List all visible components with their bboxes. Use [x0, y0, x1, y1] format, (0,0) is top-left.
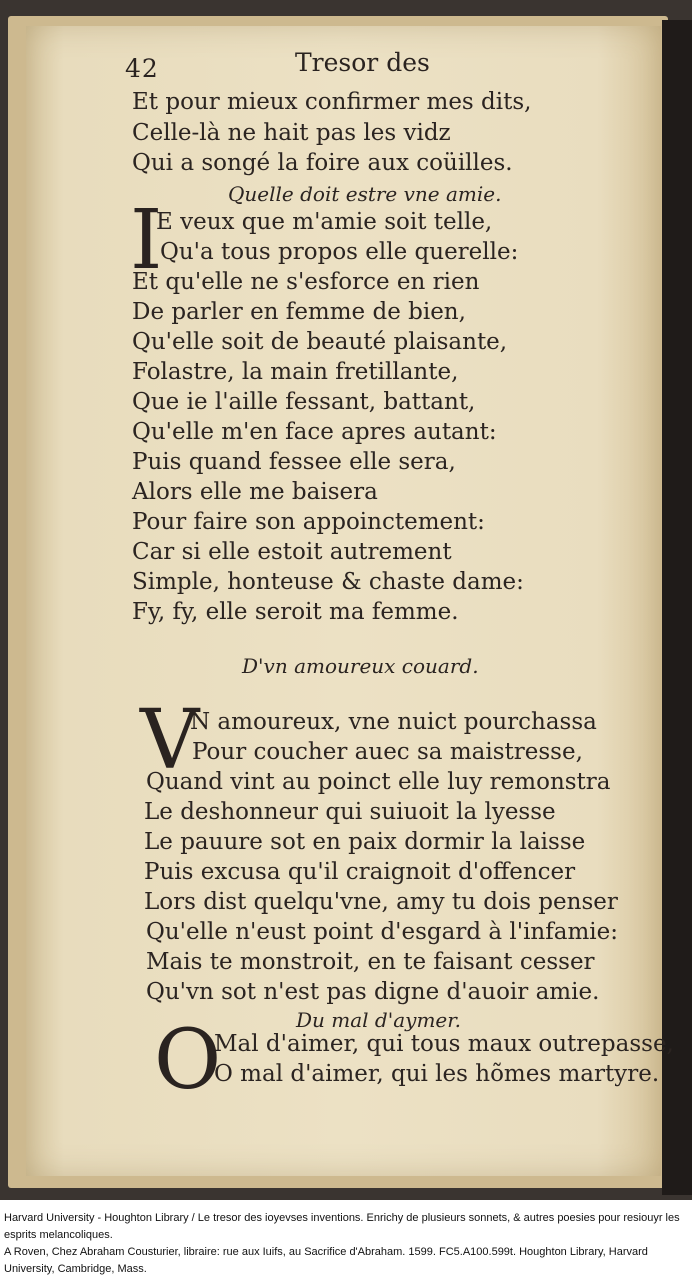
poem-line: Folastre, la main fretillante, [132, 359, 459, 385]
poem-line: De parler en femme de bien, [132, 299, 466, 325]
page-header [95, 44, 475, 83]
drop-cap: O [154, 1013, 222, 1108]
poem-title: D'vn amoureux couard. [242, 654, 479, 678]
poem-title: Du mal d'aymer. [296, 1008, 461, 1032]
poem-line: Puis quand fessee elle sera, [132, 449, 456, 475]
poem-line: Qu'vn sot n'est pas digne d'auoir amie. [146, 979, 600, 1005]
poem-line: Le pauure sot en paix dormir la laisse [144, 829, 586, 855]
poem-line: Mal d'aimer, qui tous maux outrepasse, [214, 1031, 674, 1057]
caption-line-1: Harvard University - Houghton Library / Le tresor des ioyevses inventions. Enrichy de plusieurs sonnets, & autres poesies pour resiouyr les esprits melancoliques. [4, 1212, 680, 1241]
text-line: Et pour mieux confirmer mes dits, [132, 89, 532, 115]
poem-line: Lors dist quelqu'vne, amy tu dois penser [144, 889, 618, 915]
drop-cap: V [140, 693, 200, 788]
poem-line: Le deshonneur qui suiuoit la lyesse [144, 799, 556, 825]
poem-line: Qu'elle n'eust point d'esgard à l'infamie: [146, 919, 618, 945]
drop-cap: I [130, 193, 163, 288]
poem-line: N amoureux, vne nuict pourchassa [190, 709, 597, 735]
poem-line: Puis excusa qu'il craignoit d'offencer [144, 859, 576, 885]
poem-line: Car si elle estoit autrement [132, 539, 452, 565]
poem-line: Que ie l'aille fessant, battant, [132, 389, 476, 415]
poem-line: E veux que m'amie soit telle, [156, 209, 493, 235]
poem-line: Simple, honteuse & chaste dame: [132, 569, 524, 595]
running-title: Tresor des [295, 48, 430, 77]
poem-line: Pour coucher auec sa maistresse, [192, 739, 583, 765]
poem-line: Qu'elle m'en face apres autant: [132, 419, 497, 445]
poem-line: Pour faire son appoinctement: [132, 509, 485, 535]
poem-line: Mais te monstroit, en te faisant cesser [146, 949, 595, 975]
caption-line-2: A Roven, Chez Abraham Cousturier, libraire: rue aux Iuifs, au Sacrifice d'Abraham. 1599. FC5.A100.599t. Houghton Library, Harvard University, Cambridge, Mass. [4, 1246, 648, 1275]
poem-line: Quand vint au poinct elle luy remonstra [146, 769, 611, 795]
image-caption [4, 1210, 688, 1278]
poem-line: Alors elle me baisera [132, 479, 378, 505]
poem-line: Fy, fy, elle seroit ma femme. [132, 599, 459, 625]
poem-title: Quelle doit estre vne amie. [228, 182, 502, 206]
poem-line: Qu'elle soit de beauté plaisante, [132, 329, 508, 355]
poem-line: Qu'a tous propos elle querelle: [160, 239, 519, 265]
page-number: 42 [125, 54, 159, 83]
text-line: Celle-là ne hait pas les vidz [132, 120, 451, 146]
text-line: Qui a songé la foire aux coüilles. [132, 150, 513, 176]
fore-edge [662, 20, 692, 1195]
poem-line: O mal d'aimer, qui les hõmes martyre. [214, 1061, 660, 1087]
poem-line: Et qu'elle ne s'esforce en rien [132, 269, 480, 295]
